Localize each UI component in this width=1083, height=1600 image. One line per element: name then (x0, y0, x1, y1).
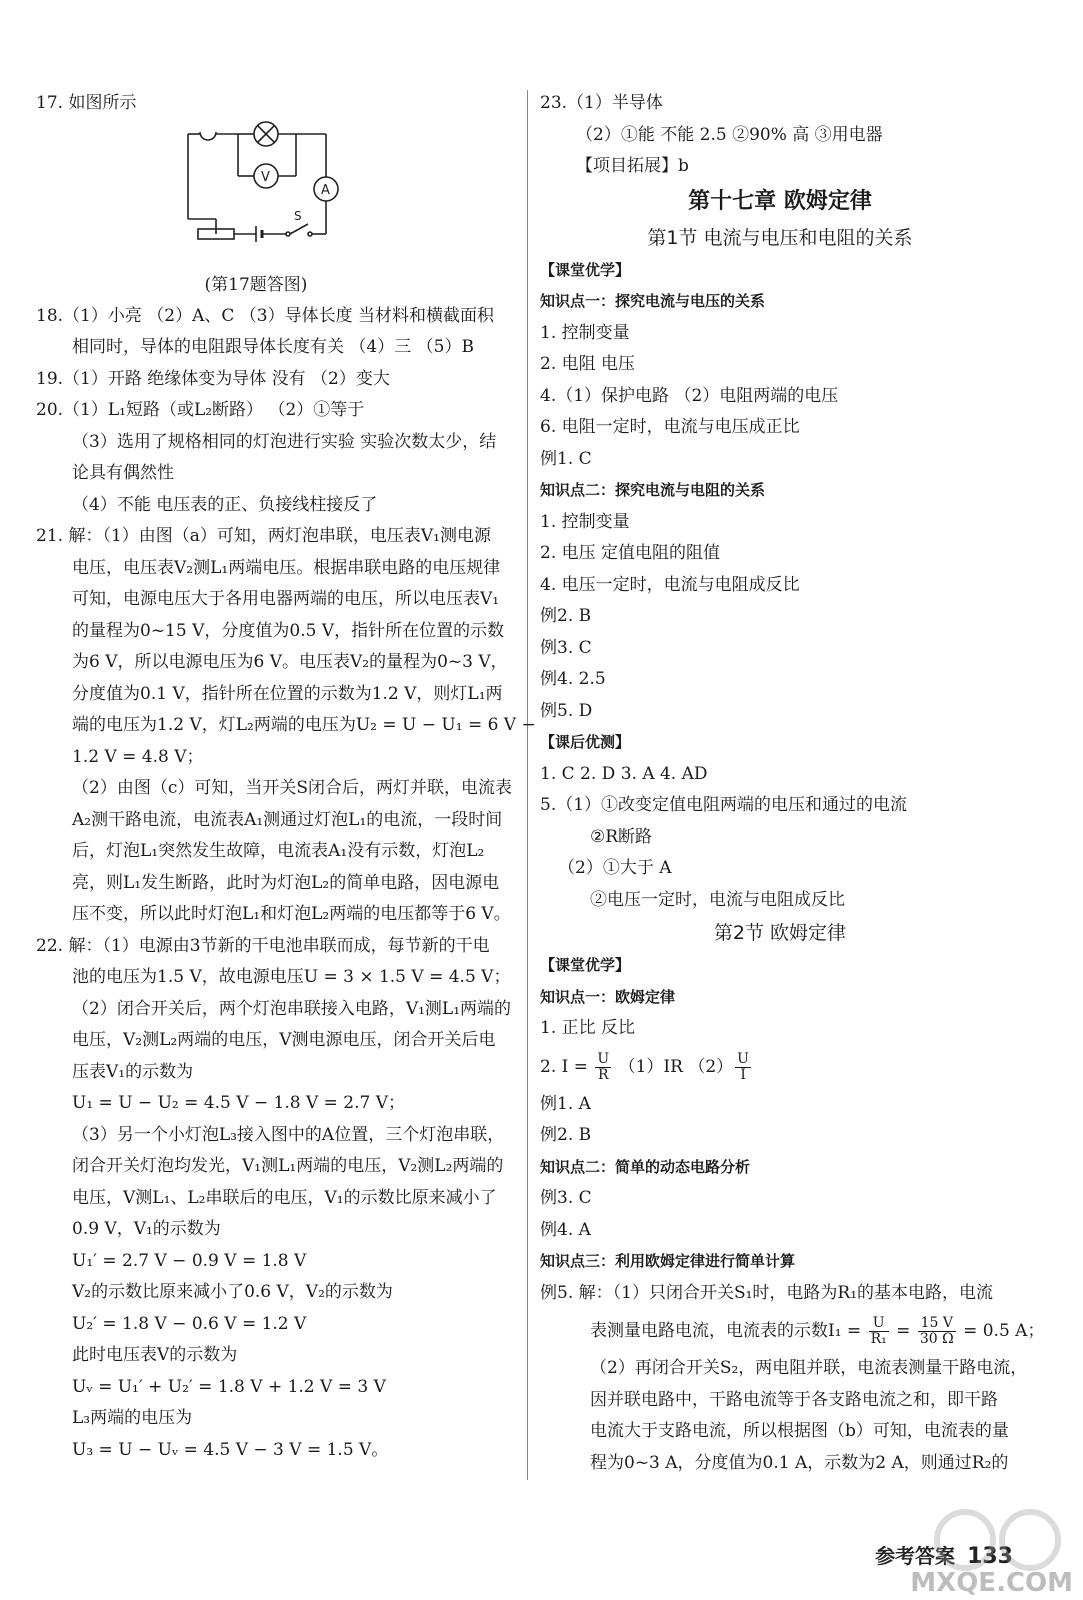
formula-text: 2. I = (540, 1056, 594, 1077)
formula-text: = (890, 1321, 916, 1341)
answer-21-line: 亮，则L₁发生断路，此时为灯泡L₂的简单电路，因电源电 (72, 872, 500, 893)
answer-20-3: （3）选用了规格相同的灯泡进行实验 实验次数太少，结 (72, 431, 497, 452)
answer-22-line: 压表V₁的示数为 (72, 1061, 194, 1082)
answer-22-line: （3）另一个小灯泡L₃接入图中的A位置，三个灯泡串联， (72, 1124, 505, 1145)
answer-21-line: 分度值为0.1 V，指针所在位置的示数为1.2 V，则灯L₁两 (72, 683, 503, 704)
example-5-line: 因并联电路中，干路电流等于各支路电流之和，即干路 (590, 1389, 998, 1410)
knowledge-point-heading: 知识点一：欧姆定律 (540, 987, 676, 1006)
subsection-heading: 【课后优测】 (540, 733, 631, 751)
numerator: U (597, 1050, 610, 1067)
answer-19: 19.（1）开路 绝缘体变为导体 没有 （2）变大 (36, 368, 390, 389)
example-answer: 例4. 2.5 (540, 669, 606, 689)
answer-line: （2）①大于 A (558, 858, 672, 878)
answer-21-line: 压不变，所以此时灯泡L₁和灯泡L₂两端的电压都等于6 V。 (72, 904, 511, 924)
answer-22-line: L₃两端的电压为 (72, 1408, 193, 1428)
answer-22-line: 池的电压为1.5 V，故电源电压U = 3 × 1.5 V = 4.5 V； (72, 967, 511, 987)
example-answer: 例3. C (540, 1188, 592, 1208)
voltmeter-label: V (261, 169, 270, 185)
example-5: 例5. 解：（1）只闭合开关S₁时，电路为R₁的基本电路，电流 (540, 1282, 994, 1303)
example-answer: 例4. A (540, 1219, 591, 1240)
answer-22-line: U₁′ = 2.7 V − 0.9 V = 1.8 V (72, 1250, 307, 1271)
example-answer: 例1. C (540, 448, 592, 469)
answer-line: ②R断路 (590, 826, 653, 847)
denominator: I (740, 1066, 746, 1083)
answer-21-line: A₂测干路电流，电流表A₁测通过灯泡L₁的电流，一段时间 (72, 809, 503, 830)
page-number: 133 (967, 1544, 1013, 1569)
answer-20: 20.（1）L₁短路（或L₂断路） （2）①等于 (36, 400, 365, 420)
formula-text: （1）IR （2） (613, 1056, 734, 1077)
answer-22-line: U₁ = U − U₂ = 4.5 V − 1.8 V = 2.7 V； (72, 1093, 406, 1113)
section-2-title: 第2节 欧姆定律 (713, 922, 847, 944)
example-5-line: （2）再闭合开关S₂，两电阻并联，电流表测量干路电流， (590, 1358, 1028, 1378)
left-column (36, 88, 536, 1466)
denominator: R₁ (870, 1331, 887, 1347)
chapter-title: 第十七章 欧姆定律 (688, 188, 872, 214)
answer-line: 2. 电压 定值电阻的阻值 (540, 543, 721, 563)
fraction-u-over-r1 (869, 1316, 889, 1347)
answer-line: 1. 控制变量 (540, 511, 630, 532)
watermark-text: MXQE.COM (910, 1568, 1073, 1598)
example-answer: 例5. D (540, 700, 593, 721)
section-1-title: 第1节 电流与电压和电阻的关系 (647, 226, 913, 249)
right-column (540, 88, 1045, 1479)
project-extension: 【项目拓展】b (576, 156, 689, 176)
answer-23: 23.（1）半导体 (540, 93, 663, 113)
knowledge-point-heading: 知识点二：简单的动态电路分析 (540, 1157, 751, 1176)
answer-21-line: 电压，电压表V₂测L₁两端电压。根据串联电路的电压规律 (72, 557, 501, 578)
answer-line: ②电压一定时，电流与电阻成反比 (590, 889, 845, 910)
answer-22: 22. 解：（1）电源由3节新的干电池串联而成，每节新的干电 (36, 935, 490, 956)
answer-22-line: 闭合开关灯泡均发光，V₁测L₁两端的电压，V₂测L₂两端的 (72, 1156, 504, 1176)
answer-line: 6. 电阻一定时，电流与电压成正比 (540, 417, 800, 437)
answer-22-line: 此时电压表V的示数为 (72, 1345, 238, 1365)
example-answer: 例3. C (540, 637, 592, 658)
denominator: 30 Ω (919, 1331, 954, 1347)
example-answer: 例1. A (540, 1093, 591, 1114)
denominator: R (598, 1066, 609, 1083)
answer-21-line: 的量程为0~15 V，分度值为0.5 V，指针所在位置的示数 (72, 620, 505, 641)
answer-20-4: （4）不能 电压表的正、负接线柱接反了 (72, 494, 378, 515)
knowledge-point-heading: 知识点三：利用欧姆定律进行简单计算 (540, 1252, 796, 1270)
footer-label: 参考答案 (875, 1544, 956, 1568)
example-5-line: 程为0~3 A，分度值为0.1 A，示数为2 A，则通过R₂的 (590, 1452, 1009, 1473)
ohms-law-formula (540, 1045, 1020, 1089)
circuit-diagram (176, 124, 356, 269)
answer-21-line: 1.2 V = 4.8 V； (72, 746, 204, 767)
example-5-line: 电流大于支路电流，所以根据图（b）可知，电流表的量 (590, 1421, 1009, 1441)
answer-20-3-cont: 论具有偶然性 (72, 463, 174, 483)
answer-21-line: 为6 V，所以电源电压为6 V。电压表V₂的量程为0~3 V， (72, 652, 508, 672)
fraction-u-over-r (595, 1052, 611, 1083)
knowledge-point-heading: 知识点二：探究电流与电阻的关系 (540, 481, 766, 499)
answer-22-line: 电压，V测L₁、L₂串联后的电压，V₁的示数比原来减小了 (72, 1187, 497, 1208)
answer-22-line: （2）闭合开关后，两个灯泡串联接入电路，V₁测L₁两端的 (72, 998, 512, 1019)
knowledge-point-heading: 知识点一：探究电流与电压的关系 (540, 292, 766, 310)
answer-21-line: （2）由图（c）可知，当开关S闭合后，两灯并联，电流表 (72, 778, 512, 798)
answer-22-line: Uᵥ = U₁′ + U₂′ = 1.8 V + 1.2 V = 3 V (72, 1376, 386, 1397)
answer-18-cont: 相同时，导体的电阻跟导体长度有关 （4）三 （5）B (72, 337, 474, 357)
answer-22-line: U₂′ = 1.8 V − 0.6 V = 1.2 V (72, 1313, 307, 1334)
answer-18: 18.（1）小亮 （2）A、C （3）导体长度 当材料和横截面积 (36, 305, 494, 326)
answer-line: 1. 控制变量 (540, 322, 630, 343)
answer-17: 17. 如图所示 (36, 93, 137, 113)
answer-23-2: （2）①能 不能 2.5 ②90% 高 ③用电器 (576, 124, 883, 145)
example-answer: 例2. B (540, 606, 592, 626)
formula-text: = 0.5 A； (957, 1321, 1045, 1341)
answer-line: 4.（1）保护电路 （2）电阻两端的电压 (540, 385, 839, 406)
answer-22-line: 0.9 V，V₁的示数为 (72, 1219, 221, 1239)
subsection-heading: 【课堂优学】 (540, 956, 631, 974)
answer-21: 21. 解：（1）由图（a）可知，两灯泡串联，电压表V₁测电源 (36, 526, 491, 546)
fraction-u-over-i (735, 1052, 751, 1083)
answer-22-line: U₃ = U − Uᵥ = 4.5 V − 3 V = 1.5 V。 (72, 1439, 389, 1460)
fraction-values (918, 1316, 956, 1347)
answer-line: 5.（1）①改变定值电阻两端的电压和通过的电流 (540, 795, 908, 815)
answer-21-line: 可知，电源电压大于各用电器两端的电压，所以电压表V₁ (72, 589, 500, 609)
answer-21-line: 后，灯泡L₁突然发生故障，电流表A₁没有示数，灯泡L₂ (72, 841, 485, 861)
answer-22-line: V₂的示数比原来减小了0.6 V，V₂的示数为 (72, 1282, 393, 1302)
numerator: 15 V (918, 1316, 956, 1332)
answer-line: 4. 电压一定时，电流与电阻成反比 (540, 574, 800, 595)
answer-22-line: 电压，V₂测L₂两端的电压，V测电源电压，闭合开关后电 (72, 1030, 496, 1050)
switch-label: S (294, 208, 302, 223)
figure-caption: (第17题答图) (204, 274, 308, 295)
answer-line: 1. C 2. D 3. A 4. AD (540, 763, 708, 784)
column-divider (527, 90, 528, 1480)
circuit-figure (36, 120, 516, 270)
answer-21-line: 端的电压为1.2 V，灯L₂两端的电压为U₂ = U − U₁ = 6 V − (72, 715, 536, 735)
example-answer: 例2. B (540, 1125, 592, 1145)
current-formula-line (540, 1309, 1045, 1353)
answer-line: 2. 电阻 电压 (540, 354, 636, 374)
formula-text: 表测量电路电流，电流表的示数I₁ = (590, 1321, 867, 1341)
ammeter-label: A (321, 182, 330, 198)
subsection-heading: 【课堂优学】 (540, 260, 631, 279)
numerator: U (869, 1316, 889, 1332)
answer-line: 1. 正比 反比 (540, 1018, 636, 1038)
numerator: U (737, 1050, 749, 1067)
